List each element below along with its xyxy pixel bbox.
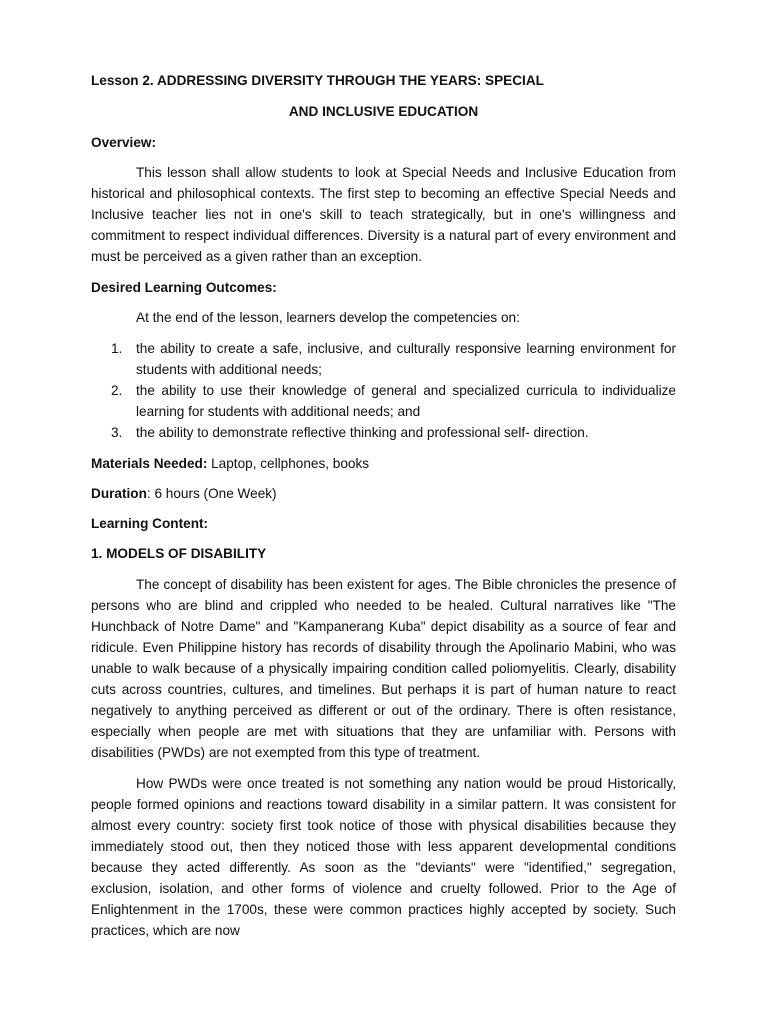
outcomes-intro: At the end of the lesson, learners develop the competencies on: (136, 310, 520, 325)
outcome-item: 1. the ability to create a safe, inclusive, and culturally responsive learning environment for students with additional needs; (111, 341, 676, 377)
duration-value: : 6 hours (One Week) (146, 486, 277, 501)
outcomes-list (91, 338, 676, 443)
overview-paragraph: This lesson shall allow students to look at Special Needs and Inclusive Education from historical and philosophical contexts. The first step to becoming an effective Special Needs and Inclusive teacher lies not in one's skill to teach strategically, but in one's willingness and commitment to respect individual differences. Diversity is a natural part of every environment and must be perceived as a given rather than an exception. (91, 165, 676, 264)
outcome-item: 2. the ability to use their knowledge of general and specialized curricula to individualize learning for students with additional needs; and (111, 383, 676, 419)
materials-line (91, 453, 676, 474)
content-paragraph: The concept of disability has been existent for ages. The Bible chronicles the presence of persons who are blind and crippled who needed to be healed. Cultural narratives like "The Hunchback of Notre Dame" and "Kampanerang Kuba" depict disability as a source of fear and ridicule. Even Philippine history has records of disability through the Apolinario Mabini, who was unable to walk because of a physically impairing condition called poliomyelitis. Clearly, disability cuts across countries, cultures, and timelines. But perhaps it is part of human nature to react negatively to anything perceived as different or out of the ordinary. There is often resistance, especially when people are met with situations that they are unfamiliar with. Persons with disabilities (PWDs) are not exempted from this type of treatment. (91, 577, 676, 760)
lesson-title-line2: AND INCLUSIVE EDUCATION (288, 104, 479, 119)
learning-content-heading: Learning Content: (91, 516, 209, 531)
outcomes-heading: Desired Learning Outcomes: (91, 280, 277, 295)
materials-label: Materials Needed: (91, 456, 208, 471)
overview-heading: Overview: (91, 135, 156, 150)
outcome-item: 3. the ability to demonstrate reflective thinking and professional self- direction. (111, 425, 589, 440)
duration-line (91, 483, 676, 504)
duration-label: Duration (91, 486, 147, 501)
materials-value: Laptop, cellphones, books (207, 456, 370, 471)
content-paragraph: How PWDs were once treated is not something any nation would be proud Historically, people formed opinions and reactions toward disability in a similar pattern. It was consistent for almost every country: society first took notice of those with physical disabilities because they immediately stood out, then they noticed those with less apparent developmental conditions because they acted differently. As soon as the "deviants" were "identified," segregation, exclusion, isolation, and other forms of violence and cruelty followed. Prior to the Age of Enlightenment in the 1700s, these were common practices highly accepted by society. Such practices, which are now (91, 776, 676, 938)
lesson-title-line1: Lesson 2. ADDRESSING DIVERSITY THROUGH THE YEARS: SPECIAL (91, 73, 544, 88)
document-body (91, 70, 676, 941)
section-title: 1. MODELS OF DISABILITY (91, 546, 267, 561)
